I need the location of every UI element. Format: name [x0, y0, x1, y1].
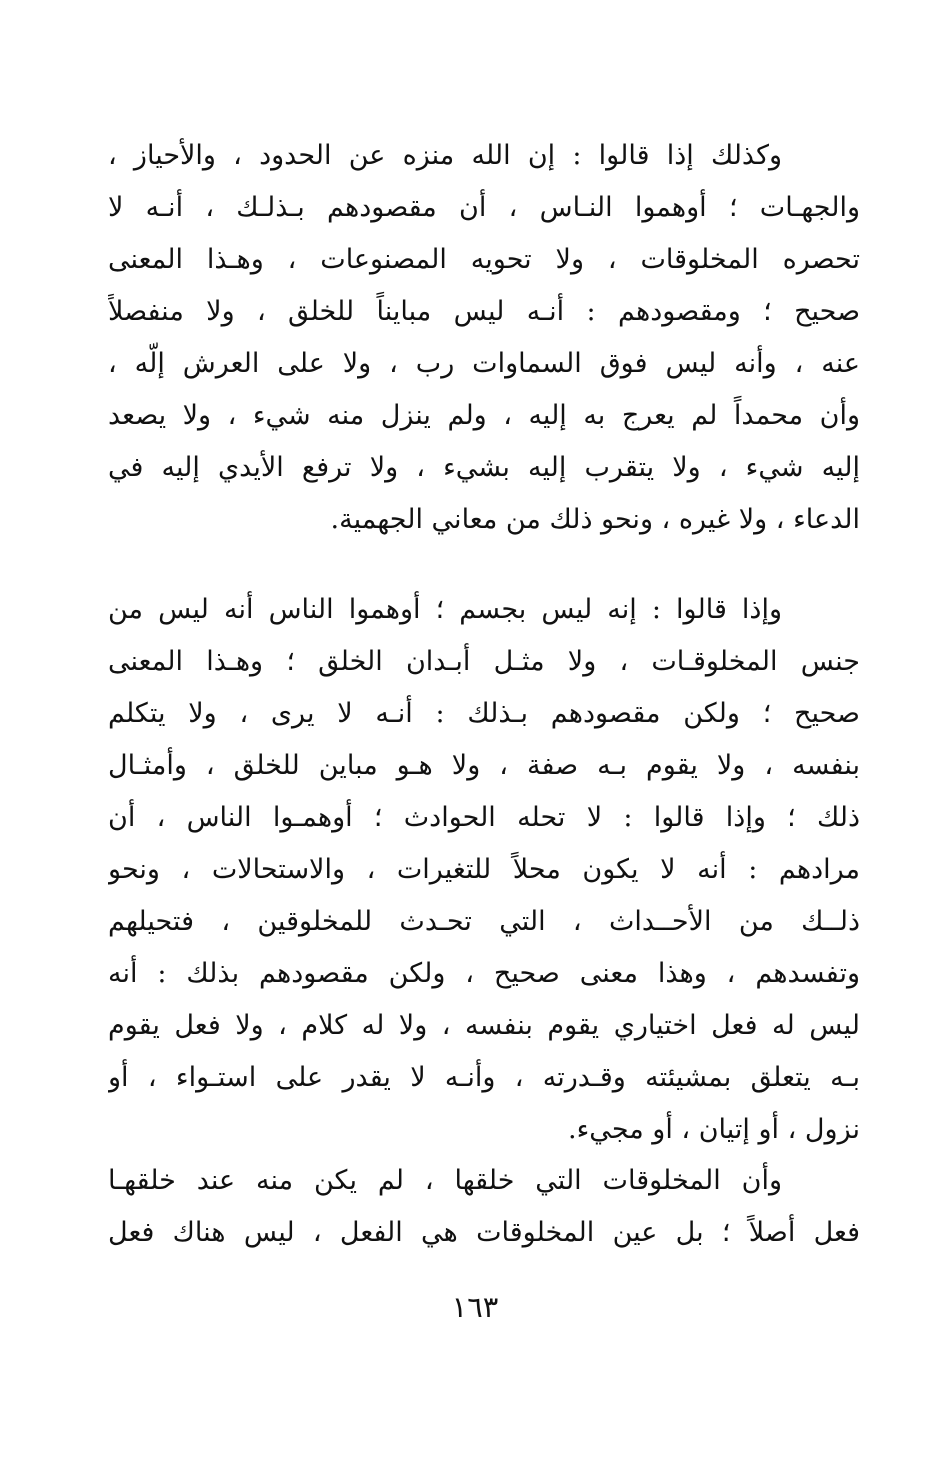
paragraph-line: مرادهم : أنه لا يكون محلاً للتغيرات ، والاستحالات ، ونحو	[108, 854, 860, 885]
paragraph-line: نزول ، أو إتيان ، أو مجيء.	[568, 1114, 860, 1145]
paragraph-line: الدعاء ، ولا غيره ، ونحو ذلك من معاني الجهمية.	[330, 504, 860, 535]
paragraph-line: بنفسه ، ولا يقوم بـه صفة ، ولا هـو مباين للخلق ، وأمثـال	[108, 750, 860, 781]
paragraph-line: وأن المخلوقات التي خلقها ، لم يكن منه عند خلقهـا	[108, 1165, 782, 1196]
paragraph-line: فعل أصلاً ؛ بل عين المخلوقات هي الفعل ، ليس هناك فعل	[108, 1217, 860, 1248]
paragraph-line: بـه يتعلق بمشيئته وقـدرته ، وأنـه لا يقدر على استـواء ، أو	[108, 1062, 860, 1093]
paragraph-line: جنس المخلوقـات ، ولا مثـل أبـدان الخلق ؛ وهـذا المعنى	[108, 646, 860, 677]
paragraph-3	[108, 1155, 860, 1259]
paragraph-line: ليس له فعل اختياري يقوم بنفسه ، ولا له كلام ، ولا فعل يقوم	[108, 1010, 860, 1041]
paragraph-2	[108, 584, 860, 1156]
paragraph-line: ذلــك من الأحــداث ، التي تحـدث للمخلوقين ، فتحيلهم	[108, 906, 860, 937]
paragraph-1	[108, 130, 860, 546]
paragraph-line: وإذا قالوا : إنه ليس بجسم ؛ أوهموا الناس أنه ليس من	[108, 594, 782, 625]
paragraph-line: والجهـات ؛ أوهموا النـاس ، أن مقصودهم بـذلـك ، أنـه لا	[108, 192, 860, 223]
paragraph-line: إليه شيء ، ولا يتقرب إليه بشيء ، ولا ترفع الأيدي إليه في	[108, 452, 860, 483]
paragraph-line: وتفسدهم ، وهذا معنى صحيح ، ولكن مقصودهم بذلك : أنه	[108, 958, 860, 989]
paragraph-line: عنه ، وأنه ليس فوق السماوات رب ، ولا على العرش إلّه ،	[108, 348, 860, 379]
paragraph-line: ذلك ؛ وإذا قالوا : لا تحله الحوادث ؛ أوهمـوا الناس ، أن	[108, 802, 860, 833]
page-number: ١٦٣	[451, 1290, 499, 1324]
paragraph-line: صحيح ؛ ومقصودهم : أنـه ليس مبايناً للخلق ، ولا منفصلاً	[108, 296, 860, 327]
paragraph-line: صحيح ؛ ولكن مقصودهم بـذلك : أنـه لا يرى ، ولا يتكلم	[108, 698, 860, 729]
paragraph-line: وكذلك إذا قالوا : إن الله منزه عن الحدود ، والأحياز ،	[108, 140, 782, 171]
paragraph-line: وأن محمداً لم يعرج به إليه ، ولم ينزل منه شيء ، ولا يصعد	[108, 400, 860, 431]
paragraph-line: تحصره المخلوقات ، ولا تحويه المصنوعات ، وهـذا المعنى	[108, 244, 860, 275]
